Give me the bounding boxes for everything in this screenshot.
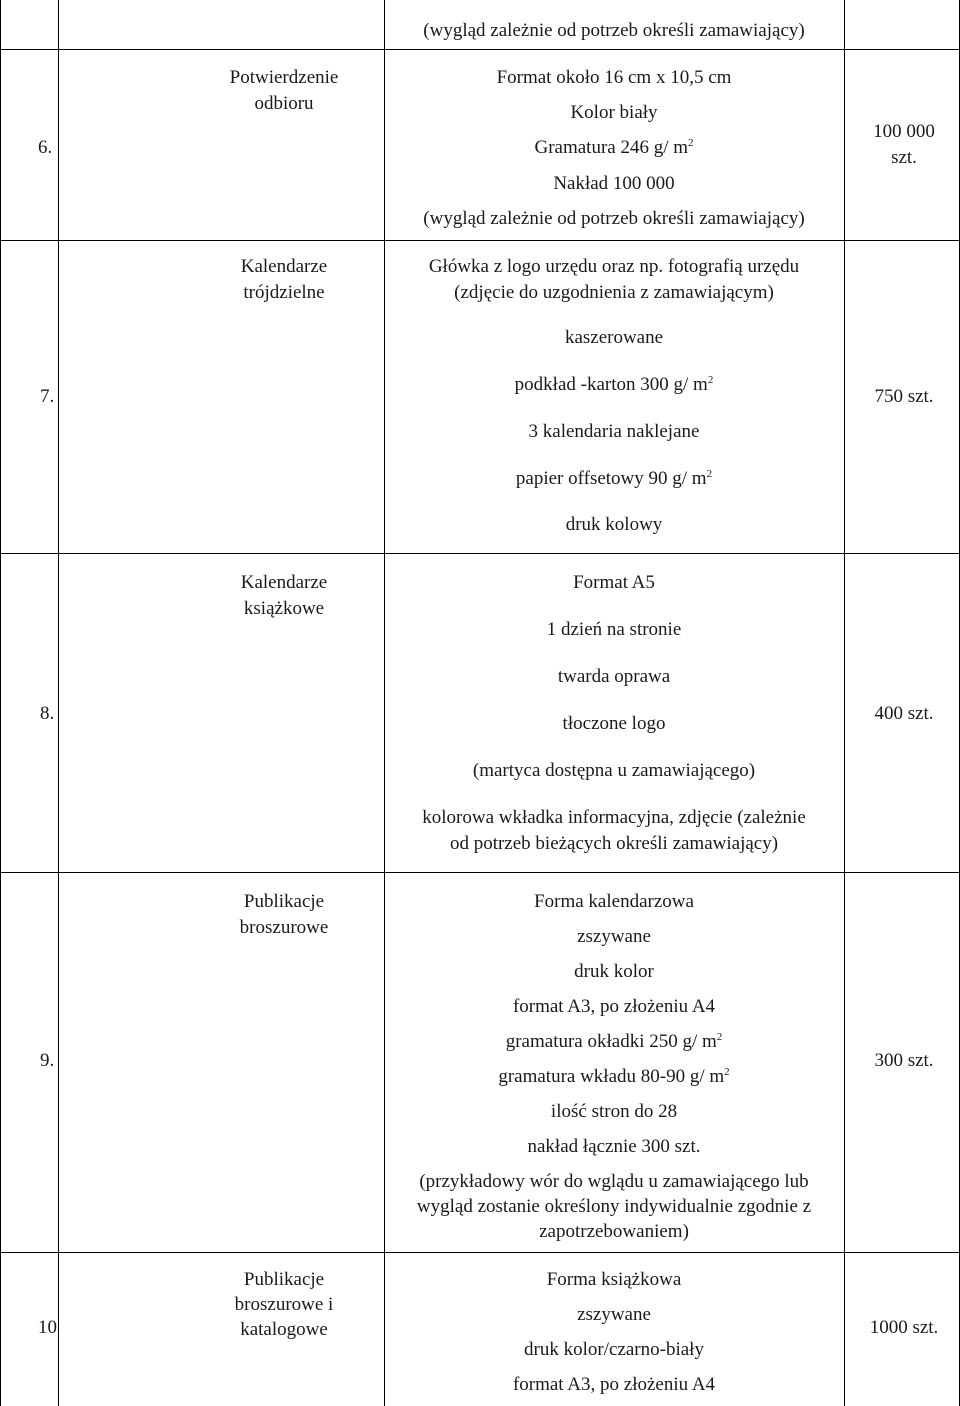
description-line: papier offsetowy 90 g/ $m^2$ xyxy=(515,468,713,489)
row-number: 8. xyxy=(40,703,55,724)
row-border xyxy=(0,240,960,241)
description-line: (zdjęcie do uzgodnienia z zamawiającym) xyxy=(454,282,774,303)
description-line: druk kolowy xyxy=(565,514,663,535)
description-line: Format A5 xyxy=(573,572,655,593)
row-border xyxy=(0,1252,960,1253)
description-line: podkład -karton 300 g/ $m^2$ xyxy=(514,374,714,395)
quantity-line: 300 szt. xyxy=(874,1050,934,1071)
item-name-line: Publikacje xyxy=(243,891,325,912)
description-line: tłoczone logo xyxy=(562,713,666,734)
row-number: 6. xyxy=(38,137,53,158)
description-line: format A3, po złożeniu A4 xyxy=(512,996,716,1017)
quantity-line: szt. xyxy=(891,147,917,168)
description-line: kaszerowane xyxy=(564,327,664,348)
description-line: wygląd zostanie określony indywidualnie zgodnie z xyxy=(416,1196,812,1217)
item-name-line: broszurowe i xyxy=(234,1294,334,1315)
description-line: twarda oprawa xyxy=(557,666,671,687)
description-line: (wygląd zależnie od potrzeb określi zamawiający) xyxy=(423,20,805,41)
description-line: 1 dzień na stronie xyxy=(546,619,682,640)
quantity-line: 100 000 xyxy=(873,121,935,142)
row-number: 9. xyxy=(40,1050,55,1071)
row-border xyxy=(0,49,960,50)
description-line: Nakład 100 000 xyxy=(553,173,675,194)
description-line: Forma książkowa xyxy=(546,1269,682,1290)
quantity-line: 750 szt. xyxy=(874,386,934,407)
description-line: kolorowa wkładka informacyjna, zdjęcie (zależnie xyxy=(422,807,806,828)
item-name-line: katalogowe xyxy=(240,1319,328,1340)
description-line: od potrzeb bieżących określi zamawiający) xyxy=(449,833,779,854)
quantity-line: 400 szt. xyxy=(874,703,934,724)
item-name-line: Potwierdzenie xyxy=(229,67,339,88)
item-name-line: trójdzielne xyxy=(243,282,325,303)
item-name-line: broszurowe xyxy=(239,917,329,938)
description-line: gramatura okładki 250 g/ $m^2$ xyxy=(505,1031,723,1052)
description-line: zszywane xyxy=(577,926,651,947)
description-line: druk kolor/czarno-biały xyxy=(524,1339,704,1360)
item-name-line: Kalendarze xyxy=(240,572,328,593)
description-line: nakład łącznie 300 szt. xyxy=(527,1136,701,1157)
description-line: (martyca dostępna u zamawiającego) xyxy=(472,760,756,781)
description-line: (przykładowy wór do wglądu u zamawiającego lub xyxy=(419,1171,809,1192)
row-number: 10 xyxy=(38,1317,57,1338)
description-line: ilość stron do 28 xyxy=(550,1101,678,1122)
col-border-name xyxy=(384,0,385,1406)
description-line: Format około 16 cm x 10,5 cm xyxy=(496,67,732,88)
item-name-line: Publikacje xyxy=(243,1269,325,1290)
item-name-line: Kalendarze xyxy=(240,256,328,277)
description-line: zapotrzebowaniem) xyxy=(539,1221,689,1242)
col-border-number xyxy=(58,0,59,1406)
row-border xyxy=(0,872,960,873)
col-border-left xyxy=(0,0,1,1406)
col-border-description xyxy=(844,0,845,1406)
row-number: 7. xyxy=(40,386,55,407)
description-line: Gramatura 246 g/ $m^2$ xyxy=(534,137,694,158)
description-line: Forma kalendarzowa xyxy=(534,891,694,912)
quantity-line: 1000 szt. xyxy=(869,1317,939,1338)
description-line: Główka z logo urzędu oraz np. fotografią urzędu xyxy=(428,256,800,277)
description-line: 3 kalendaria naklejane xyxy=(528,421,700,442)
description-line: format A3, po złożeniu A4 xyxy=(512,1374,716,1395)
item-name-line: odbioru xyxy=(254,93,314,114)
row-border xyxy=(0,553,960,554)
description-line: (wygląd zależnie od potrzeb określi zamawiający) xyxy=(423,208,805,229)
item-name-line: książkowe xyxy=(243,598,325,619)
description-line: zszywane xyxy=(577,1304,651,1325)
description-line: gramatura wkładu 80-90 g/ $m^2$ xyxy=(498,1066,730,1087)
description-line: druk kolor xyxy=(574,961,654,982)
description-line: Kolor biały xyxy=(570,102,658,123)
